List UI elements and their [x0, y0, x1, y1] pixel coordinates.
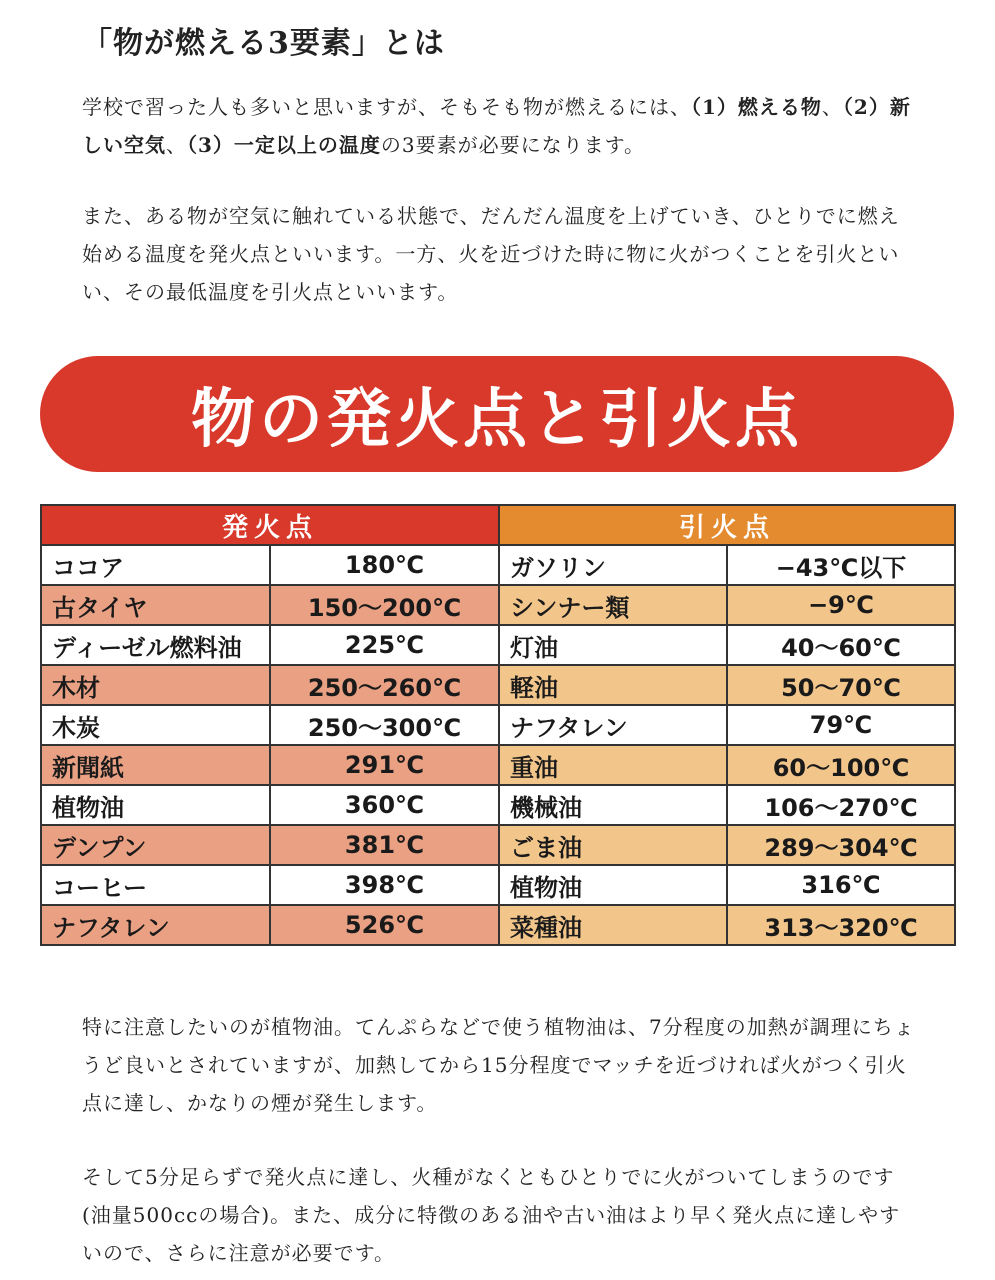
substance-name: ナフタレン: [499, 705, 727, 745]
substance-name: シンナー類: [499, 585, 727, 625]
substance-name: ごま油: [499, 825, 727, 865]
table-row: [41, 785, 499, 825]
intro-text: 学校で習った人も多いと思いますが、そもそも物が燃えるには、: [82, 95, 691, 119]
table-row: [41, 865, 499, 905]
substance-name: 軽油: [499, 665, 727, 705]
table-row: [41, 665, 499, 705]
substance-name: 新聞紙: [41, 745, 270, 785]
temperature-value: 316℃: [727, 865, 955, 905]
table-row: [499, 545, 955, 585]
temperature-value: 289～304℃: [727, 825, 955, 865]
substance-name: ココア: [41, 545, 270, 585]
intro-text-end: の3要素が必要になります。: [380, 133, 646, 157]
temperature-value: 250～300℃: [270, 705, 499, 745]
ignition-table-header: 発火点: [41, 505, 499, 545]
temperature-value: 180℃: [270, 545, 499, 585]
temperature-value: 250～260℃: [270, 665, 499, 705]
substance-name: デンプン: [41, 825, 270, 865]
table-row: [41, 585, 499, 625]
temperature-value: 291℃: [270, 745, 499, 785]
substance-name: 木炭: [41, 705, 270, 745]
table-row: [41, 625, 499, 665]
table-row: [499, 705, 955, 745]
temperature-value: 398℃: [270, 865, 499, 905]
temperature-value: 360℃: [270, 785, 499, 825]
table-row: [499, 905, 955, 945]
table-row: [41, 905, 499, 945]
temperature-value: 225℃: [270, 625, 499, 665]
substance-name: ディーゼル燃料油: [41, 625, 270, 665]
flash-table-body: [499, 545, 955, 945]
substance-name: 重油: [499, 745, 727, 785]
intro-paragraph: [82, 88, 920, 164]
ignition-table-body: [41, 545, 499, 945]
element-air: （2）新しい空気: [82, 95, 911, 157]
substance-name: コーヒー: [41, 865, 270, 905]
table-row: [499, 825, 955, 865]
section-heading: 「物が燃える3要素」とは: [82, 26, 445, 61]
ignition-point-table: [40, 504, 500, 946]
temperature-value: 150～200℃: [270, 585, 499, 625]
flash-table-header: 引火点: [499, 505, 955, 545]
temperature-tables: [40, 504, 954, 950]
temperature-value: 50～70℃: [727, 665, 955, 705]
table-row: [499, 625, 955, 665]
temperature-value: −43℃以下: [727, 545, 955, 585]
substance-name: 木材: [41, 665, 270, 705]
infographic-title-banner: [40, 356, 954, 472]
element-fuel: （1）燃える物: [691, 95, 822, 119]
element-temperature: （3）一定以上の温度: [187, 133, 381, 157]
substance-name: 灯油: [499, 625, 727, 665]
substance-name: 古タイヤ: [41, 585, 270, 625]
banner-title: 物の発火点と引火点: [191, 383, 803, 457]
warning-paragraph: そして5分足らずで発火点に達し、火種がなくともひとりでに火がついてしまうのです(油量500ccの場合)。また、成分に特徴のある油や古い油はより早く発火点に達しやすいので、さらに注意が必要です。: [82, 1165, 901, 1265]
temperature-value: 79℃: [727, 705, 955, 745]
intro-separator: 、: [166, 133, 187, 157]
table-row: [41, 705, 499, 745]
substance-name: ガソリン: [499, 545, 727, 585]
substance-name: 機械油: [499, 785, 727, 825]
table-row: [41, 825, 499, 865]
table-row: [41, 745, 499, 785]
temperature-value: −9℃: [727, 585, 955, 625]
intro-separator: 、: [821, 95, 843, 119]
table-row: [499, 745, 955, 785]
substance-name: 菜種油: [499, 905, 727, 945]
temperature-value: 60～100℃: [727, 745, 955, 785]
table-row: [499, 785, 955, 825]
definition-paragraph: また、ある物が空気に触れている状態で、だんだん温度を上げていき、ひとりでに燃え始める温度を発火点といいます。一方、火を近づけた時に物に火がつくことを引火といい、その最低温度を引火点といいます。: [82, 204, 900, 304]
temperature-value: 106～270℃: [727, 785, 955, 825]
table-row: [499, 865, 955, 905]
substance-name: 植物油: [41, 785, 270, 825]
temperature-value: 40～60℃: [727, 625, 955, 665]
table-row: [499, 585, 955, 625]
flash-point-table: [498, 504, 956, 946]
temperature-value: 526℃: [270, 905, 499, 945]
table-row: [499, 665, 955, 705]
substance-name: ナフタレン: [41, 905, 270, 945]
temperature-value: 381℃: [270, 825, 499, 865]
vegetable-oil-paragraph: 特に注意したいのが植物油。てんぷらなどで使う植物油は、7分程度の加熱が調理にちょうど良いとされていますが、加熱してから15分程度でマッチを近づければ火がつく引火点に達し、かなりの煙が発生します。: [82, 1015, 915, 1115]
temperature-value: 313～320℃: [727, 905, 955, 945]
substance-name: 植物油: [499, 865, 727, 905]
table-row: [41, 545, 499, 585]
